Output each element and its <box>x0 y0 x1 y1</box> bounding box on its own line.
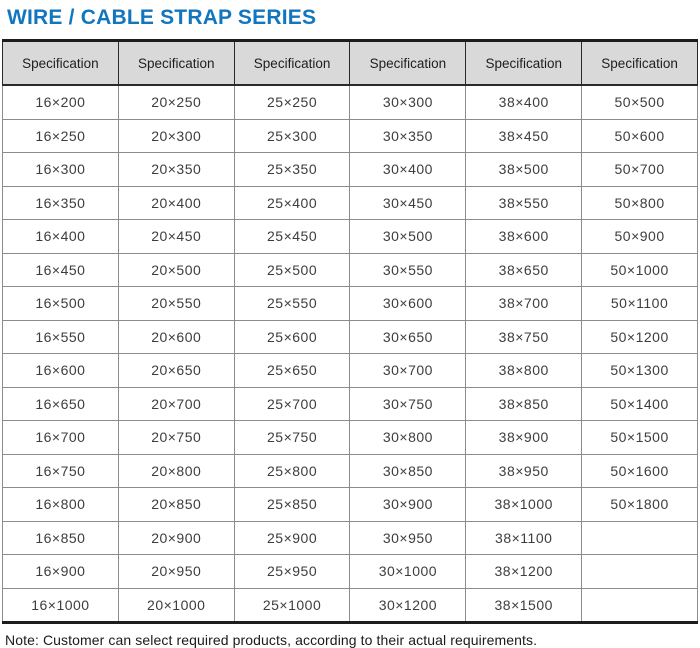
spec-cell: 25×650 <box>234 354 350 388</box>
spec-cell: 30×300 <box>350 85 466 119</box>
spec-cell: 25×450 <box>234 220 350 254</box>
spec-cell: 16×550 <box>3 320 119 354</box>
table-row <box>3 488 698 522</box>
spec-cell: 30×850 <box>350 454 466 488</box>
spec-cell: 25×400 <box>234 186 350 220</box>
spec-cell: 38×850 <box>466 387 582 421</box>
table-row <box>3 253 698 287</box>
spec-cell: 16×250 <box>3 119 119 153</box>
spec-cell: 38×450 <box>466 119 582 153</box>
spec-cell: 30×550 <box>350 253 466 287</box>
spec-cell: 38×1000 <box>466 488 582 522</box>
spec-cell: 20×450 <box>118 220 234 254</box>
table-row <box>3 421 698 455</box>
header-cell: Specification <box>350 41 466 86</box>
spec-cell: 25×500 <box>234 253 350 287</box>
spec-cell: 50×1600 <box>582 454 698 488</box>
header-cell: Specification <box>582 41 698 86</box>
spec-cell: 25×1000 <box>234 588 350 623</box>
spec-cell: 20×600 <box>118 320 234 354</box>
spec-cell: 16×900 <box>3 555 119 589</box>
spec-cell: 16×600 <box>3 354 119 388</box>
spec-cell: 38×1200 <box>466 555 582 589</box>
spec-cell: 20×650 <box>118 354 234 388</box>
specification-table <box>2 39 698 624</box>
spec-cell: 38×1100 <box>466 521 582 555</box>
spec-cell: 50×1800 <box>582 488 698 522</box>
table-row <box>3 153 698 187</box>
spec-cell: 25×800 <box>234 454 350 488</box>
spec-cell: 50×600 <box>582 119 698 153</box>
spec-cell: 25×550 <box>234 287 350 321</box>
spec-cell: 38×650 <box>466 253 582 287</box>
spec-cell: 25×950 <box>234 555 350 589</box>
spec-cell: 50×500 <box>582 85 698 119</box>
header-cell: Specification <box>3 41 119 86</box>
spec-cell: 16×800 <box>3 488 119 522</box>
spec-cell: 38×400 <box>466 85 582 119</box>
spec-cell: 30×700 <box>350 354 466 388</box>
spec-cell: 25×700 <box>234 387 350 421</box>
spec-cell: 50×1100 <box>582 287 698 321</box>
table-row <box>3 555 698 589</box>
spec-cell: 38×800 <box>466 354 582 388</box>
spec-cell: 20×400 <box>118 186 234 220</box>
spec-cell: 38×500 <box>466 153 582 187</box>
table-row <box>3 354 698 388</box>
spec-cell: 25×600 <box>234 320 350 354</box>
table-row <box>3 387 698 421</box>
spec-cell: 38×600 <box>466 220 582 254</box>
spec-cell: 16×750 <box>3 454 119 488</box>
spec-cell: 50×1000 <box>582 253 698 287</box>
spec-cell: 16×200 <box>3 85 119 119</box>
spec-cell: 38×950 <box>466 454 582 488</box>
spec-cell: 38×900 <box>466 421 582 455</box>
spec-cell: 30×600 <box>350 287 466 321</box>
spec-cell: 16×300 <box>3 153 119 187</box>
spec-cell: 30×800 <box>350 421 466 455</box>
spec-cell <box>582 555 698 589</box>
spec-cell: 20×300 <box>118 119 234 153</box>
spec-cell: 20×900 <box>118 521 234 555</box>
spec-cell: 16×1000 <box>3 588 119 623</box>
spec-cell: 38×750 <box>466 320 582 354</box>
spec-cell: 50×1400 <box>582 387 698 421</box>
table-row <box>3 287 698 321</box>
page-title: WIRE / CABLE STRAP SERIES <box>7 6 317 29</box>
spec-cell: 20×800 <box>118 454 234 488</box>
spec-cell: 25×350 <box>234 153 350 187</box>
spec-cell: 38×550 <box>466 186 582 220</box>
spec-cell: 50×1300 <box>582 354 698 388</box>
spec-cell: 30×900 <box>350 488 466 522</box>
spec-cell: 30×500 <box>350 220 466 254</box>
spec-cell: 50×900 <box>582 220 698 254</box>
spec-cell: 16×500 <box>3 287 119 321</box>
spec-cell: 30×950 <box>350 521 466 555</box>
spec-cell: 50×1200 <box>582 320 698 354</box>
spec-cell: 20×750 <box>118 421 234 455</box>
table-row <box>3 85 698 119</box>
spec-cell: 50×1500 <box>582 421 698 455</box>
spec-cell: 25×750 <box>234 421 350 455</box>
header-cell: Specification <box>466 41 582 86</box>
spec-cell: 20×550 <box>118 287 234 321</box>
spec-table-body <box>3 85 698 623</box>
spec-cell: 20×350 <box>118 153 234 187</box>
spec-cell: 38×700 <box>466 287 582 321</box>
spec-cell: 16×400 <box>3 220 119 254</box>
header-cell: Specification <box>118 41 234 86</box>
spec-cell: 30×1200 <box>350 588 466 623</box>
spec-cell: 25×850 <box>234 488 350 522</box>
table-row <box>3 220 698 254</box>
spec-cell: 30×400 <box>350 153 466 187</box>
spec-cell: 30×450 <box>350 186 466 220</box>
spec-cell: 30×1000 <box>350 555 466 589</box>
spec-cell: 20×1000 <box>118 588 234 623</box>
spec-cell: 16×850 <box>3 521 119 555</box>
spec-cell: 38×1500 <box>466 588 582 623</box>
table-row <box>3 320 698 354</box>
spec-cell: 50×700 <box>582 153 698 187</box>
spec-cell: 30×750 <box>350 387 466 421</box>
spec-cell <box>582 521 698 555</box>
table-row <box>3 454 698 488</box>
spec-cell: 16×350 <box>3 186 119 220</box>
spec-cell: 25×300 <box>234 119 350 153</box>
footer-note: Note: Customer can select required products, according to their actual requirements. <box>5 632 538 648</box>
spec-cell: 16×450 <box>3 253 119 287</box>
table-row <box>3 588 698 623</box>
table-row <box>3 186 698 220</box>
table-header <box>3 41 698 86</box>
spec-cell: 20×850 <box>118 488 234 522</box>
spec-cell: 16×700 <box>3 421 119 455</box>
table-row <box>3 521 698 555</box>
spec-cell: 20×250 <box>118 85 234 119</box>
table-row <box>3 119 698 153</box>
spec-cell <box>582 588 698 623</box>
spec-cell: 30×650 <box>350 320 466 354</box>
spec-cell: 16×650 <box>3 387 119 421</box>
spec-cell: 25×250 <box>234 85 350 119</box>
header-row <box>3 41 698 86</box>
header-cell: Specification <box>234 41 350 86</box>
spec-cell: 25×900 <box>234 521 350 555</box>
spec-cell: 30×350 <box>350 119 466 153</box>
spec-cell: 20×700 <box>118 387 234 421</box>
spec-cell: 50×800 <box>582 186 698 220</box>
spec-cell: 20×950 <box>118 555 234 589</box>
spec-cell: 20×500 <box>118 253 234 287</box>
